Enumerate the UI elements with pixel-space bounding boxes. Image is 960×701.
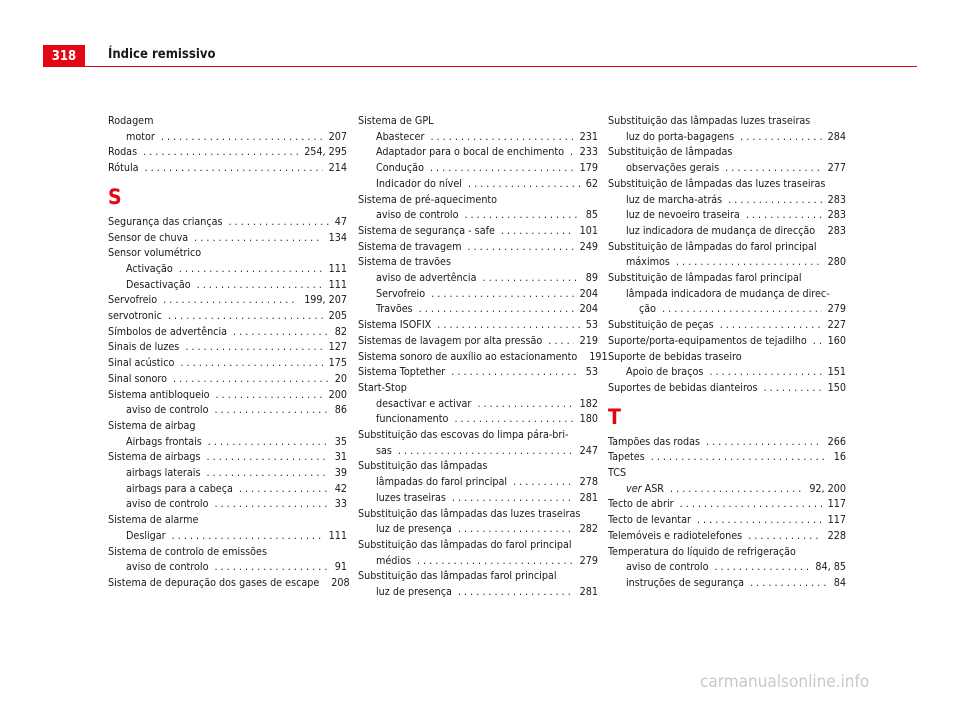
entry-label: Sistema sonoro de auxílio ao estacionamento [358,349,578,363]
dot-leader [216,387,323,403]
page-reference: 16 [833,450,846,464]
page-reference: 20 [334,371,347,385]
dot-leader [454,411,573,427]
dot-leader [482,270,579,286]
index-entry [608,301,846,317]
index-entry [108,496,347,512]
page-reference: 111 [328,528,347,542]
index-entry [608,512,846,528]
page-reference: 180 [579,412,598,426]
dot-leader [145,160,323,176]
dot-leader [720,317,822,333]
dot-leader [548,333,573,349]
index-entry [608,254,846,270]
index-entry [108,449,347,465]
entry-label: Sistema antibloqueio [108,387,210,401]
index-entry [608,333,846,349]
dot-leader [437,317,580,333]
page-reference: 282 [579,522,598,536]
index-entry [108,160,347,176]
index-entry [358,364,598,380]
index-entry [608,160,846,176]
index-heading: Suporte de bebidas traseiro [608,349,742,363]
index-entry [108,277,347,293]
index-entry [358,301,598,317]
entry-label: ver ASR [626,481,664,495]
entry-label: ção [639,302,657,316]
index-heading: Substituição de lâmpadas das luzes traseiras [608,176,826,190]
index-entry [358,176,598,192]
index-heading: Substituição das lâmpadas das luzes traseiras [358,506,581,520]
page-reference: 160 [827,333,846,347]
index-entry [608,559,846,575]
dot-leader [680,496,822,512]
entry-label: Servofreio [108,293,158,307]
index-entry [358,521,598,537]
page-reference: 214 [328,161,347,175]
entry-label: Desligar [126,528,166,542]
entry-label: luz de presença [376,585,452,599]
entry-label: aviso de advertência [376,271,477,285]
entry-label: Segurança das crianças [108,214,223,228]
page-reference: 247 [579,443,598,457]
index-entry [358,411,598,427]
dot-leader [570,144,574,160]
index-column-3 [608,113,846,591]
entry-label: Sistemas de lavagem por alta pressão [358,333,543,347]
index-entry [108,575,350,591]
entry-label: Símbolos de advertência [108,324,228,338]
page-reference: 284 [827,129,846,143]
index-entry [108,371,347,387]
index-entry [358,239,598,255]
page-reference: 191 [589,349,608,363]
index-heading: Temperatura do líquido de refrigeração [608,544,796,558]
entry-label: servotronic [108,309,162,323]
entry-label: Sistema Toptether [358,365,446,379]
index-heading: Substituição de lâmpadas farol principal [608,271,802,285]
dot-leader [725,160,822,176]
entry-label: Tapetes [608,450,645,464]
index-heading: Substituição das lâmpadas farol principal [358,569,557,583]
entry-label: motor [126,129,155,143]
entry-label: sas [376,443,392,457]
page-reference: 127 [328,340,347,354]
page-reference: 280 [827,255,846,269]
page-reference: 204 [579,302,598,316]
dot-leader [208,434,329,450]
page-reference: 278 [579,475,598,489]
entry-label: observações gerais [626,161,720,175]
dot-leader [163,292,298,308]
page-reference: 85 [585,208,598,222]
dot-leader [750,575,828,591]
index-entry [608,481,846,497]
page-reference: 254, 295 [304,145,347,159]
index-entry [358,160,598,176]
page-reference: 266 [827,434,846,448]
index-heading: Sistema de alarme [108,513,199,527]
index-entry [108,434,347,450]
entry-label: aviso de controlo [626,560,709,574]
entry-label: Sistema ISOFIX [358,318,432,332]
dot-leader [398,443,574,459]
page-reference: 89 [585,271,598,285]
dot-leader [161,129,323,145]
page-reference: 175 [328,356,347,370]
entry-label: Condução [376,161,424,175]
entry-label: médios [376,553,411,567]
dot-leader [143,144,298,160]
watermark: carmanualsonline.info [700,672,870,692]
page-reference: 92, 200 [809,481,846,495]
index-entry [358,396,598,412]
entry-label: airbags para a cabeça [126,481,233,495]
entry-label: Tampões das rodas [608,434,700,448]
dot-leader [467,239,573,255]
index-entry [358,474,598,490]
entry-label: instruções de segurança [626,575,745,589]
dot-leader [651,449,828,465]
entry-label: Servofreio [376,286,426,300]
page-reference: 39 [334,466,347,480]
dot-leader [417,553,574,569]
entry-label: luzes traseiras [376,490,446,504]
index-heading: Sensor volumétrico [108,246,202,260]
page-reference: 279 [579,553,598,567]
dot-leader [464,207,579,223]
dot-leader [214,402,328,418]
entry-label: Sinal acústico [108,356,175,370]
dot-leader [214,559,328,575]
dot-leader [670,481,803,497]
index-entry [108,387,347,403]
entry-label: Indicador do nível [376,176,462,190]
index-entry [608,223,846,239]
page-reference: 249 [579,239,598,253]
page-reference: 179 [579,161,598,175]
dot-leader [676,254,822,270]
index-entry [358,129,598,145]
page-reference: 101 [579,223,598,237]
dot-leader [468,176,580,192]
index-heading: Sistema de controlo de emissões [108,544,267,558]
index-entry [108,129,347,145]
index-entry [358,223,598,239]
dot-leader [180,355,322,371]
index-entry [608,192,846,208]
entry-label: Sistema de airbags [108,450,201,464]
page-reference: 207 [328,129,347,143]
index-column-2 [358,113,608,600]
page-reference: 84, 85 [815,560,846,574]
index-entry [108,230,347,246]
index-column-1 [108,113,350,591]
page-reference: 199, 207 [304,293,347,307]
entry-label: Sistema de travagem [358,239,462,253]
page-reference: 204 [579,286,598,300]
entry-label: Apoio de braços [626,365,704,379]
index-entry [358,144,598,160]
index-entry [358,349,608,365]
index-heading: Substituição das lâmpadas [358,459,488,473]
dot-leader [452,490,574,506]
dot-leader [709,364,821,380]
entry-label: Sistema de segurança - safe [358,223,495,237]
index-entry [358,490,598,506]
page-reference: 82 [334,324,347,338]
index-entry [608,380,846,396]
index-heading: Sistema de airbag [108,418,196,432]
dot-leader [728,192,821,208]
header-divider [43,66,917,67]
page-reference: 84 [833,575,846,589]
dot-leader [431,286,574,302]
index-entry [108,481,347,497]
index-entry [358,317,598,333]
index-entry [608,575,846,591]
dot-leader [740,129,822,145]
entry-label: airbags laterais [126,466,201,480]
page-reference: 111 [328,261,347,275]
entry-label: Tecto de levantar [608,513,691,527]
dot-leader [764,380,822,396]
dot-leader [168,308,323,324]
entry-label: Tecto de abrir [608,497,674,511]
page-reference: 35 [334,434,347,448]
dot-leader [513,474,574,490]
page-reference: 117 [827,497,846,511]
index-heading: TCS [608,466,627,480]
page-reference: 219 [579,333,598,347]
entry-label: Suportes de bebidas dianteiros [608,380,758,394]
index-heading: Substituição de lâmpadas do farol principal [608,239,817,253]
dot-leader [239,481,329,497]
page-number: 318 [43,45,85,67]
entry-label: lâmpadas do farol principal [376,475,508,489]
index-entry [358,443,598,459]
index-entry [358,584,598,600]
index-entry [108,308,347,324]
entry-label: Substituição de peças [608,318,714,332]
dot-leader [229,214,329,230]
dot-leader [207,449,329,465]
dot-leader [214,496,328,512]
index-entry [108,214,347,230]
page-reference: 277 [827,161,846,175]
index-entry [608,317,846,333]
dot-leader [501,223,574,239]
entry-label: Sinal sonoro [108,371,167,385]
index-entry [358,270,598,286]
page-reference: 281 [579,585,598,599]
index-heading: lâmpada indicadora de mudança de direc- [626,286,830,300]
page-reference: 283 [827,192,846,206]
index-letter-heading: S [108,184,122,209]
index-entry [608,449,846,465]
index-entry [108,528,347,544]
index-entry [108,402,347,418]
dot-leader [185,339,322,355]
page-reference: 208 [331,575,350,589]
entry-label: Rodas [108,145,138,159]
dot-leader [458,584,574,600]
index-entry [108,144,347,160]
dot-leader [197,277,323,293]
index-entry [108,324,347,340]
entry-label: luz de marcha-atrás [626,192,723,206]
entry-label: Desactivação [126,277,191,291]
entry-label: aviso de controlo [126,403,209,417]
page-reference: 281 [579,490,598,504]
entry-label: funcionamento [376,412,449,426]
dot-leader [419,301,574,317]
index-entry [108,355,347,371]
page-reference: 279 [827,302,846,316]
dot-leader [477,396,573,412]
page-reference: 53 [585,318,598,332]
page-reference: 200 [328,387,347,401]
entry-label: Travões [376,302,413,316]
entry-label: Sensor de chuva [108,230,189,244]
page-reference: 150 [827,380,846,394]
index-entry [608,207,846,223]
index-entry [608,496,846,512]
index-heading: Substituição das escovas do limpa pára-bri- [358,428,569,442]
entry-label: Rótula [108,161,139,175]
page-reference: 53 [585,365,598,379]
index-entry [608,364,846,380]
index-entry [108,465,347,481]
page-reference: 33 [334,497,347,511]
page-reference: 31 [334,450,347,464]
index-entry [358,553,598,569]
page-reference: 231 [579,129,598,143]
index-heading: Sistema de GPL [358,114,434,127]
index-letter-heading: T [608,404,621,429]
index-entry [358,207,598,223]
dot-leader [451,364,580,380]
entry-label: Airbags frontais [126,434,202,448]
dot-leader [746,207,822,223]
dot-leader [706,434,822,450]
dot-leader [206,465,328,481]
dot-leader [194,230,322,246]
index-entry [108,559,347,575]
entry-label: máximos [626,255,670,269]
page-reference: 227 [827,318,846,332]
page-reference: 62 [585,176,598,190]
entry-label: Activação [126,261,173,275]
entry-label: luz de nevoeiro traseira [626,208,740,222]
index-entry [608,129,846,145]
entry-label: luz indicadora de mudança de direcção [626,223,816,237]
entry-label: Sistema de depuração dos gases de escape [108,575,320,589]
entry-label: desactivar e activar [376,396,472,410]
page-reference: 111 [328,277,347,291]
entry-label: Abastecer [376,129,425,143]
dot-leader [697,512,822,528]
page-reference: 134 [328,230,347,244]
entry-label: Suporte/porta-equipamentos de tejadilho [608,333,807,347]
page-reference: 182 [579,396,598,410]
page-reference: 117 [827,513,846,527]
entry-label: luz do porta-bagagens [626,129,735,143]
page-reference: 47 [334,214,347,228]
index-heading: Rodagem [108,114,154,127]
dot-leader [179,261,323,277]
page-reference: 42 [334,481,347,495]
index-heading: Substituição de lâmpadas [608,145,733,159]
dot-leader [748,528,821,544]
dot-leader [173,371,329,387]
page-reference: 283 [827,208,846,222]
index-entry [608,528,846,544]
entry-label: Sinais de luzes [108,340,180,354]
dot-leader [458,521,574,537]
dot-leader [233,324,329,340]
page-reference: 233 [579,145,598,159]
dot-leader [813,333,822,349]
dot-leader [714,559,809,575]
entry-label: luz de presença [376,522,452,536]
index-heading: Start-Stop [358,380,407,394]
index-entry [358,286,598,302]
index-heading: Substituição das lâmpadas luzes traseiras [608,114,811,127]
entry-label: aviso de controlo [126,560,209,574]
dot-leader [430,160,574,176]
index-heading: Substituição das lâmpadas do farol principal [358,537,572,551]
index-entry [108,261,347,277]
index-heading: Sistema de pré-aquecimento [358,192,498,206]
index-entry [108,339,347,355]
index-entry [608,434,846,450]
entry-label: aviso de controlo [376,208,459,222]
page-reference: 91 [334,560,347,574]
page-title: Índice remissivo [108,47,216,62]
page-reference: 151 [827,365,846,379]
index-entry [108,292,347,308]
page-reference: 86 [334,403,347,417]
page-reference: 205 [328,309,347,323]
dot-leader [172,528,323,544]
dot-leader [662,301,822,317]
page-reference: 283 [827,223,846,237]
entry-label: Adaptador para o bocal de enchimento [376,145,565,159]
entry-label: aviso de controlo [126,497,209,511]
dot-leader [430,129,573,145]
page-reference: 228 [827,528,846,542]
entry-label: Telemóveis e radiotelefones [608,528,743,542]
index-entry [358,333,598,349]
index-heading: Sistema de travões [358,255,451,269]
